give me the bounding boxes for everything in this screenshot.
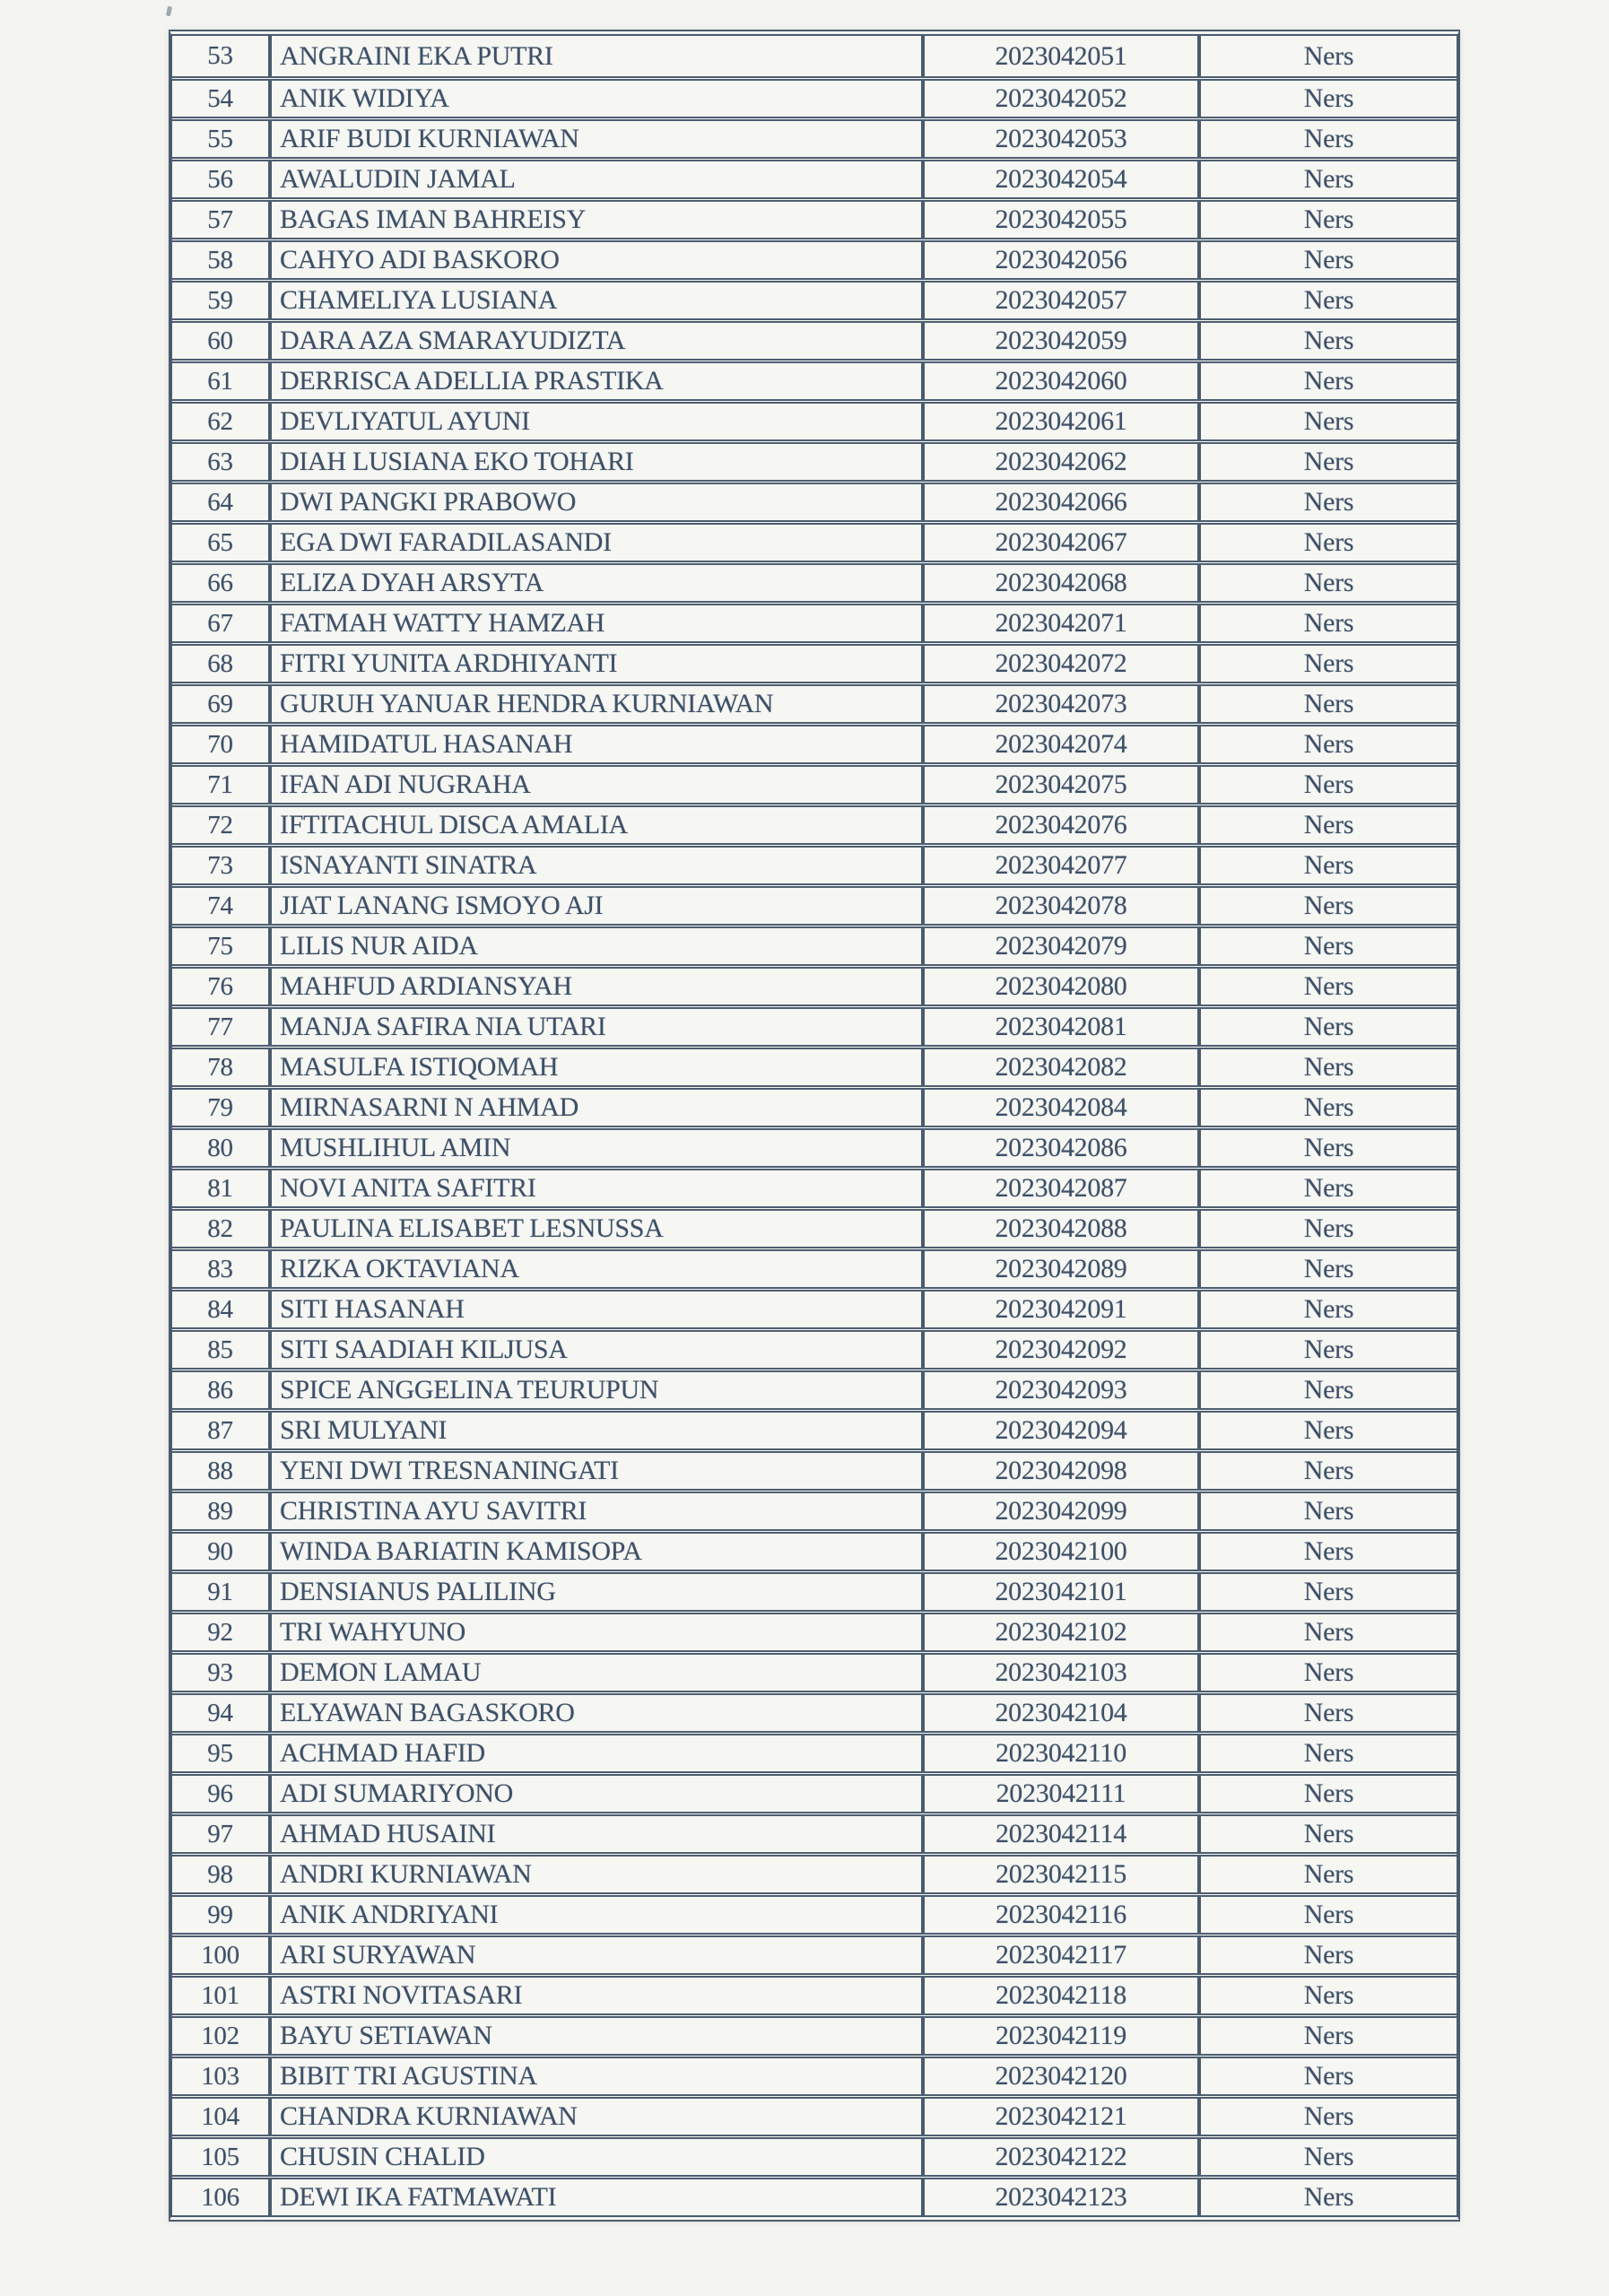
student-table-body <box>172 36 1457 2215</box>
row-number-cell: 87 <box>207 1415 233 1445</box>
student-nim-cell: 2023042075 <box>921 767 1197 803</box>
program-cell: Ners <box>1197 1170 1457 1206</box>
table-row <box>172 1287 1457 1327</box>
student-name-cell: CHRISTINA AYU SAVITRI <box>268 1493 921 1529</box>
program-cell: Ners <box>1197 1292 1457 1327</box>
table-row <box>172 1771 1457 1812</box>
row-number-cell: 104 <box>201 2101 239 2131</box>
student-name-cell: DIAH LUSIANA EKO TOHARI <box>268 444 921 480</box>
program-cell: Ners <box>1197 2058 1457 2094</box>
row-number-cell: 83 <box>207 1254 233 1283</box>
student-list-table <box>169 30 1460 2222</box>
student-name-cell: DWI PANGKI PRABOWO <box>268 484 921 520</box>
student-name-cell: DERRISCA ADELLIA PRASTIKA <box>268 363 921 399</box>
program-cell: Ners <box>1197 1735 1457 1771</box>
program-cell: Ners <box>1197 121 1457 157</box>
row-number-cell: 100 <box>201 1940 239 1970</box>
table-row <box>172 1004 1457 1045</box>
student-name-cell: BAYU SETIAWAN <box>268 2018 921 2054</box>
student-name-cell: CHAMELIYA LUSIANA <box>268 283 921 318</box>
student-nim-cell: 2023042086 <box>921 1130 1197 1166</box>
row-number-cell: 58 <box>207 245 233 274</box>
student-nim-cell: 2023042067 <box>921 525 1197 561</box>
row-number-cell: 72 <box>207 810 233 839</box>
student-name-cell: SITI HASANAH <box>268 1292 921 1327</box>
program-cell: Ners <box>1197 2099 1457 2135</box>
row-number-cell: 70 <box>207 729 233 759</box>
student-nim-cell: 2023042068 <box>921 565 1197 601</box>
student-name-cell: DARA AZA SMARAYUDIZTA <box>268 323 921 359</box>
program-cell: Ners <box>1197 81 1457 117</box>
table-row <box>172 1731 1457 1771</box>
student-name-cell: JIAT LANANG ISMOYO AJI <box>268 888 921 924</box>
program-cell: Ners <box>1197 1857 1457 1892</box>
student-nim-cell: 2023042099 <box>921 1493 1197 1529</box>
table-row <box>172 1166 1457 1206</box>
row-number-cell: 94 <box>207 1698 233 1727</box>
table-row <box>172 1045 1457 1085</box>
table-row <box>172 1650 1457 1691</box>
program-cell: Ners <box>1197 807 1457 843</box>
row-number-cell: 73 <box>207 850 233 880</box>
program-cell: Ners <box>1197 605 1457 641</box>
table-row <box>172 803 1457 843</box>
row-number-cell: 71 <box>207 770 233 799</box>
student-name-cell: WINDA BARIATIN KAMISOPA <box>268 1534 921 1570</box>
table-row <box>172 843 1457 883</box>
table-row <box>172 964 1457 1004</box>
table-row <box>172 36 1457 76</box>
row-number-cell: 76 <box>207 971 233 1001</box>
table-row <box>172 682 1457 722</box>
student-nim-cell: 2023042071 <box>921 605 1197 641</box>
student-nim-cell: 2023042122 <box>921 2139 1197 2175</box>
student-name-cell: ANGRAINI EKA PUTRI <box>268 36 921 76</box>
student-name-cell: IFAN ADI NUGRAHA <box>268 767 921 803</box>
row-number-cell: 62 <box>207 406 233 436</box>
row-number-cell: 54 <box>207 83 233 113</box>
program-cell: Ners <box>1197 1776 1457 1812</box>
student-nim-cell: 2023042061 <box>921 404 1197 439</box>
student-name-cell: SRI MULYANI <box>268 1413 921 1448</box>
student-nim-cell: 2023042077 <box>921 848 1197 883</box>
program-cell: Ners <box>1197 969 1457 1004</box>
row-number-cell: 98 <box>207 1859 233 1889</box>
student-nim-cell: 2023042115 <box>921 1857 1197 1892</box>
student-nim-cell: 2023042117 <box>921 1937 1197 1973</box>
student-nim-cell: 2023042114 <box>921 1816 1197 1852</box>
table-row <box>172 1570 1457 1610</box>
program-cell: Ners <box>1197 1978 1457 2013</box>
table-row <box>172 197 1457 238</box>
row-number-cell: 97 <box>207 1819 233 1848</box>
table-row <box>172 1489 1457 1529</box>
student-name-cell: FATMAH WATTY HAMZAH <box>268 605 921 641</box>
table-row <box>172 157 1457 197</box>
table-row <box>172 1408 1457 1448</box>
row-number-cell: 102 <box>201 2021 239 2050</box>
row-number-cell: 64 <box>207 487 233 517</box>
row-number-cell: 65 <box>207 527 233 557</box>
row-number-cell: 91 <box>207 1577 233 1606</box>
student-name-cell: MUSHLIHUL AMIN <box>268 1130 921 1166</box>
program-cell: Ners <box>1197 1534 1457 1570</box>
program-cell: Ners <box>1197 36 1457 76</box>
student-nim-cell: 2023042094 <box>921 1413 1197 1448</box>
table-row <box>172 1610 1457 1650</box>
table-row <box>172 762 1457 803</box>
student-nim-cell: 2023042066 <box>921 484 1197 520</box>
program-cell: Ners <box>1197 1130 1457 1166</box>
program-cell: Ners <box>1197 202 1457 238</box>
table-row <box>172 480 1457 520</box>
student-nim-cell: 2023042082 <box>921 1049 1197 1085</box>
row-number-cell: 61 <box>207 366 233 396</box>
student-name-cell: ANIK ANDRIYANI <box>268 1897 921 1933</box>
student-name-cell: MIRNASARNI N AHMAD <box>268 1090 921 1126</box>
table-row <box>172 439 1457 480</box>
table-row <box>172 238 1457 278</box>
student-nim-cell: 2023042056 <box>921 242 1197 278</box>
table-row <box>172 2054 1457 2094</box>
student-name-cell: DENSIANUS PALILING <box>268 1574 921 1610</box>
student-nim-cell: 2023042118 <box>921 1978 1197 2013</box>
table-row <box>172 883 1457 924</box>
program-cell: Ners <box>1197 767 1457 803</box>
student-name-cell: MASULFA ISTIQOMAH <box>268 1049 921 1085</box>
student-nim-cell: 2023042102 <box>921 1614 1197 1650</box>
program-cell: Ners <box>1197 444 1457 480</box>
row-number-cell: 99 <box>207 1900 233 1929</box>
student-name-cell: BIBIT TRI AGUSTINA <box>268 2058 921 2094</box>
row-number-cell: 84 <box>207 1294 233 1324</box>
row-number-cell: 55 <box>207 124 233 153</box>
student-name-cell: FITRI YUNITA ARDHIYANTI <box>268 646 921 682</box>
row-number-cell: 74 <box>207 891 233 920</box>
student-nim-cell: 2023042098 <box>921 1453 1197 1489</box>
table-row <box>172 1852 1457 1892</box>
table-row <box>172 1247 1457 1287</box>
program-cell: Ners <box>1197 1816 1457 1852</box>
row-number-cell: 81 <box>207 1173 233 1203</box>
program-cell: Ners <box>1197 1413 1457 1448</box>
student-name-cell: ARI SURYAWAN <box>268 1937 921 1973</box>
program-cell: Ners <box>1197 888 1457 924</box>
program-cell: Ners <box>1197 242 1457 278</box>
table-row <box>172 722 1457 762</box>
student-name-cell: EGA DWI FARADILASANDI <box>268 525 921 561</box>
program-cell: Ners <box>1197 1251 1457 1287</box>
student-name-cell: CHUSIN CHALID <box>268 2139 921 2175</box>
table-row <box>172 520 1457 561</box>
table-row <box>172 1126 1457 1166</box>
row-number-cell: 89 <box>207 1496 233 1526</box>
student-name-cell: DEMON LAMAU <box>268 1655 921 1691</box>
row-number-cell: 86 <box>207 1375 233 1405</box>
student-nim-cell: 2023042121 <box>921 2099 1197 2135</box>
student-nim-cell: 2023042110 <box>921 1735 1197 1771</box>
student-name-cell: RIZKA OKTAVIANA <box>268 1251 921 1287</box>
student-nim-cell: 2023042103 <box>921 1655 1197 1691</box>
program-cell: Ners <box>1197 404 1457 439</box>
program-cell: Ners <box>1197 1574 1457 1610</box>
program-cell: Ners <box>1197 1090 1457 1126</box>
student-nim-cell: 2023042089 <box>921 1251 1197 1287</box>
row-number-cell: 88 <box>207 1456 233 1485</box>
student-name-cell: DEWI IKA FATMAWATI <box>268 2179 921 2215</box>
row-number-cell: 75 <box>207 931 233 961</box>
student-nim-cell: 2023042078 <box>921 888 1197 924</box>
table-row <box>172 1529 1457 1570</box>
row-number-cell: 79 <box>207 1092 233 1122</box>
student-name-cell: CAHYO ADI BASKORO <box>268 242 921 278</box>
table-row <box>172 76 1457 117</box>
table-row <box>172 117 1457 157</box>
student-nim-cell: 2023042052 <box>921 81 1197 117</box>
student-nim-cell: 2023042074 <box>921 726 1197 762</box>
student-nim-cell: 2023042059 <box>921 323 1197 359</box>
table-row <box>172 2094 1457 2135</box>
program-cell: Ners <box>1197 1009 1457 1045</box>
program-cell: Ners <box>1197 484 1457 520</box>
student-name-cell: ADI SUMARIYONO <box>268 1776 921 1812</box>
row-number-cell: 85 <box>207 1335 233 1364</box>
table-row <box>172 1368 1457 1408</box>
student-name-cell: ELIZA DYAH ARSYTA <box>268 565 921 601</box>
student-nim-cell: 2023042079 <box>921 928 1197 964</box>
student-nim-cell: 2023042123 <box>921 2179 1197 2215</box>
row-number-cell: 105 <box>201 2142 239 2171</box>
row-number-cell: 106 <box>201 2182 239 2212</box>
student-nim-cell: 2023042084 <box>921 1090 1197 1126</box>
row-number-cell: 95 <box>207 1738 233 1768</box>
row-number-cell: 80 <box>207 1133 233 1162</box>
row-number-cell: 103 <box>201 2061 239 2091</box>
row-number-cell: 57 <box>207 204 233 234</box>
program-cell: Ners <box>1197 1332 1457 1368</box>
row-number-cell: 96 <box>207 1779 233 1808</box>
program-cell: Ners <box>1197 726 1457 762</box>
student-name-cell: MAHFUD ARDIANSYAH <box>268 969 921 1004</box>
student-name-cell: LILIS NUR AIDA <box>268 928 921 964</box>
row-number-cell: 78 <box>207 1052 233 1082</box>
student-nim-cell: 2023042104 <box>921 1695 1197 1731</box>
program-cell: Ners <box>1197 1937 1457 1973</box>
table-row <box>172 318 1457 359</box>
row-number-cell: 56 <box>207 164 233 194</box>
student-nim-cell: 2023042081 <box>921 1009 1197 1045</box>
program-cell: Ners <box>1197 1049 1457 1085</box>
student-nim-cell: 2023042062 <box>921 444 1197 480</box>
student-name-cell: AHMAD HUSAINI <box>268 1816 921 1852</box>
table-row <box>172 601 1457 641</box>
student-nim-cell: 2023042051 <box>921 36 1197 76</box>
program-cell: Ners <box>1197 1372 1457 1408</box>
program-cell: Ners <box>1197 363 1457 399</box>
scan-speck <box>166 6 172 17</box>
row-number-cell: 90 <box>207 1536 233 1566</box>
program-cell: Ners <box>1197 2018 1457 2054</box>
student-nim-cell: 2023042111 <box>921 1776 1197 1812</box>
program-cell: Ners <box>1197 928 1457 964</box>
student-nim-cell: 2023042088 <box>921 1211 1197 1247</box>
program-cell: Ners <box>1197 2179 1457 2215</box>
row-number-cell: 67 <box>207 608 233 638</box>
table-row <box>172 1448 1457 1489</box>
student-name-cell: ARIF BUDI KURNIAWAN <box>268 121 921 157</box>
table-row <box>172 561 1457 601</box>
program-cell: Ners <box>1197 1614 1457 1650</box>
student-nim-cell: 2023042073 <box>921 686 1197 722</box>
program-cell: Ners <box>1197 1655 1457 1691</box>
student-nim-cell: 2023042092 <box>921 1332 1197 1368</box>
student-name-cell: HAMIDATUL HASANAH <box>268 726 921 762</box>
student-nim-cell: 2023042120 <box>921 2058 1197 2094</box>
student-nim-cell: 2023042101 <box>921 1574 1197 1610</box>
student-name-cell: ANIK WIDIYA <box>268 81 921 117</box>
student-nim-cell: 2023042116 <box>921 1897 1197 1933</box>
row-number-cell: 69 <box>207 689 233 718</box>
program-cell: Ners <box>1197 1211 1457 1247</box>
student-nim-cell: 2023042060 <box>921 363 1197 399</box>
program-cell: Ners <box>1197 1897 1457 1933</box>
student-name-cell: ASTRI NOVITASARI <box>268 1978 921 2013</box>
row-number-cell: 60 <box>207 326 233 355</box>
table-row <box>172 278 1457 318</box>
table-row <box>172 2175 1457 2215</box>
program-cell: Ners <box>1197 565 1457 601</box>
program-cell: Ners <box>1197 646 1457 682</box>
student-name-cell: BAGAS IMAN BAHREISY <box>268 202 921 238</box>
student-nim-cell: 2023042093 <box>921 1372 1197 1408</box>
row-number-cell: 63 <box>207 447 233 476</box>
row-number-cell: 59 <box>207 285 233 315</box>
program-cell: Ners <box>1197 848 1457 883</box>
row-number-cell: 101 <box>201 1980 239 2010</box>
program-cell: Ners <box>1197 1695 1457 1731</box>
program-cell: Ners <box>1197 323 1457 359</box>
student-nim-cell: 2023042076 <box>921 807 1197 843</box>
student-nim-cell: 2023042080 <box>921 969 1197 1004</box>
table-row <box>172 1973 1457 2013</box>
student-nim-cell: 2023042119 <box>921 2018 1197 2054</box>
table-row <box>172 2013 1457 2054</box>
row-number-cell: 93 <box>207 1657 233 1687</box>
student-name-cell: NOVI ANITA SAFITRI <box>268 1170 921 1206</box>
student-name-cell: ACHMAD HAFID <box>268 1735 921 1771</box>
student-name-cell: ANDRI KURNIAWAN <box>268 1857 921 1892</box>
student-nim-cell: 2023042087 <box>921 1170 1197 1206</box>
row-number-cell: 66 <box>207 568 233 597</box>
table-row <box>172 399 1457 439</box>
student-nim-cell: 2023042072 <box>921 646 1197 682</box>
program-cell: Ners <box>1197 2139 1457 2175</box>
student-name-cell: ELYAWAN BAGASKORO <box>268 1695 921 1731</box>
program-cell: Ners <box>1197 161 1457 197</box>
program-cell: Ners <box>1197 525 1457 561</box>
row-number-cell: 77 <box>207 1012 233 1041</box>
program-cell: Ners <box>1197 1493 1457 1529</box>
table-row <box>172 1206 1457 1247</box>
row-number-cell: 92 <box>207 1617 233 1647</box>
student-nim-cell: 2023042057 <box>921 283 1197 318</box>
table-row <box>172 359 1457 399</box>
table-row <box>172 1933 1457 1973</box>
student-nim-cell: 2023042091 <box>921 1292 1197 1327</box>
student-nim-cell: 2023042100 <box>921 1534 1197 1570</box>
student-name-cell: PAULINA ELISABET LESNUSSA <box>268 1211 921 1247</box>
student-name-cell: TRI WAHYUNO <box>268 1614 921 1650</box>
program-cell: Ners <box>1197 1453 1457 1489</box>
table-row <box>172 1892 1457 1933</box>
table-row <box>172 1327 1457 1368</box>
student-name-cell: SITI SAADIAH KILJUSA <box>268 1332 921 1368</box>
table-row <box>172 2135 1457 2175</box>
table-row <box>172 1085 1457 1126</box>
row-number-cell: 82 <box>207 1213 233 1243</box>
table-row <box>172 1691 1457 1731</box>
student-name-cell: GURUH YANUAR HENDRA KURNIAWAN <box>268 686 921 722</box>
student-name-cell: IFTITACHUL DISCA AMALIA <box>268 807 921 843</box>
row-number-cell: 68 <box>207 648 233 678</box>
student-name-cell: DEVLIYATUL AYUNI <box>268 404 921 439</box>
student-nim-cell: 2023042053 <box>921 121 1197 157</box>
student-name-cell: YENI DWI TRESNANINGATI <box>268 1453 921 1489</box>
student-name-cell: MANJA SAFIRA NIA UTARI <box>268 1009 921 1045</box>
row-number-cell: 53 <box>207 41 233 70</box>
student-name-cell: SPICE ANGGELINA TEURUPUN <box>268 1372 921 1408</box>
program-cell: Ners <box>1197 283 1457 318</box>
student-nim-cell: 2023042054 <box>921 161 1197 197</box>
table-row <box>172 641 1457 682</box>
student-name-cell: CHANDRA KURNIAWAN <box>268 2099 921 2135</box>
table-row <box>172 924 1457 964</box>
program-cell: Ners <box>1197 686 1457 722</box>
student-name-cell: AWALUDIN JAMAL <box>268 161 921 197</box>
student-name-cell: ISNAYANTI SINATRA <box>268 848 921 883</box>
student-nim-cell: 2023042055 <box>921 202 1197 238</box>
table-row <box>172 1812 1457 1852</box>
